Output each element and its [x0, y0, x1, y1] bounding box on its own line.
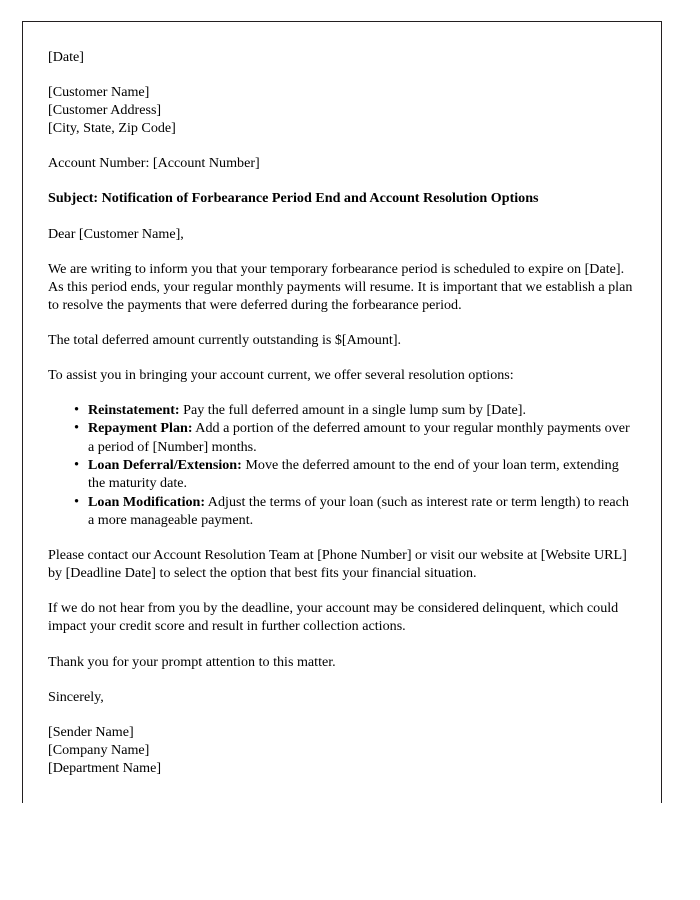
account-number-block: [48, 154, 637, 172]
department-name: [Department Name]: [48, 759, 162, 776]
date-block: [48, 48, 637, 66]
salutation: Dear [Customer Name],: [48, 225, 184, 242]
paragraph-deferred-amount: The total deferred amount currently outstanding is $[Amount].: [48, 331, 402, 348]
subject-line: Subject: Notification of Forbearance Period End and Account Resolution Options: [48, 190, 539, 207]
paragraph-delinquency-warning: If we do not hear from you by the deadline, your account may be considered delinquent, which could impact your credit score and result in further collection actions.: [48, 600, 619, 635]
list-item: [48, 401, 637, 419]
sender-name: [Sender Name]: [48, 723, 134, 740]
recipient-name: [Customer Name]: [48, 84, 150, 101]
letter-content: [48, 48, 637, 777]
closing-salutation: Sincerely,: [48, 688, 104, 705]
option-term: Loan Deferral/Extension:: [88, 457, 242, 474]
option-term: Repayment Plan:: [88, 420, 193, 437]
option-description: Adjust the terms of your loan (such as interest rate or term length) to reach a more manageable payment.: [88, 493, 629, 528]
list-item: [48, 419, 637, 456]
option-description: Move the deferred amount to the end of your loan term, extending the maturity date.: [88, 457, 619, 492]
paragraph-contact: Please contact our Account Resolution Team at [Phone Number] or visit our website at [Website URL] by [Deadline Date] to select the option that best fits your financial situation.: [48, 547, 627, 582]
option-term: Loan Modification:: [88, 493, 206, 510]
date-line: [Date]: [48, 49, 84, 65]
recipient-city-state-zip: [City, State, Zip Code]: [48, 120, 176, 137]
resolution-options-list: [48, 401, 637, 529]
account-number-line: Account Number: [Account Number]: [48, 155, 260, 172]
paragraph-thanks: Thank you for your prompt attention to this matter.: [48, 653, 336, 670]
list-item: [48, 456, 637, 493]
list-item: [48, 493, 637, 530]
letter-page: [22, 21, 662, 803]
signature-block: [48, 723, 637, 777]
option-description: Pay the full deferred amount in a single lump sum by [Date].: [179, 402, 526, 419]
option-description: Add a portion of the deferred amount to your regular monthly payments over a period of [Number] months.: [88, 420, 630, 455]
paragraph-options-intro: To assist you in bringing your account current, we offer several resolution options:: [48, 367, 514, 384]
paragraph-intro: We are writing to inform you that your temporary forbearance period is scheduled to expire on [Date]. As this period ends, your regular monthly payments will resume. It is important that we establish a plan to resolve the payments that were deferred during the forbearance period.: [48, 260, 633, 313]
recipient-address-block: [48, 83, 637, 137]
company-name: [Company Name]: [48, 741, 150, 758]
recipient-address: [Customer Address]: [48, 102, 162, 119]
option-term: Reinstatement:: [88, 402, 180, 419]
